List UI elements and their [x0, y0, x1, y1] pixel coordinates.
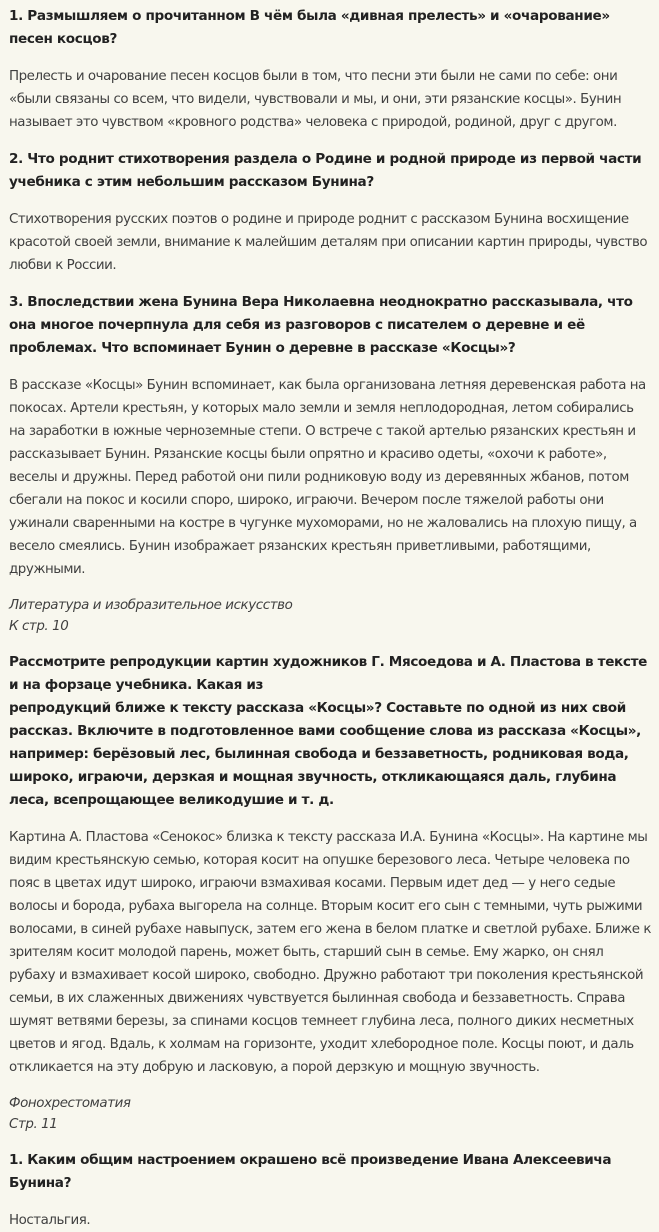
- answer-art: Картина А. Пластова «Сенокос» близка к тексту рассказа И.А. Бунина «Косцы». На картине мы видим крестьянскую семью, которая косит на опушке березового леса. Четыре человека по пояс в цветах идут широко, играючи взмахивая косами. Первым идет дед — у него седые волосы и борода, рубаха выгорела на солнце. Вторым косит его сын с темными, чуть рыжими волосами, в синей рубахе навыпуск, затем его жена в белом платке и светлой рубахе. Ближе к зрителям косит молодой парень, может быть, старший сын в семье. Ему жарко, он снял рубаху и взмахивает косой широко, свободно. Дружно работают три поколения крестьянской семьи, в их слаженных движениях чувствуется былинная свобода и беззаветность. Справа шумят ветвями березы, за спинами косцов темнеет глубина леса, полного диких несметных цветов и ягод. Вдаль, к холмам на горизонте, уходит хлебородное поле. Косцы поют, и даль откликается на эту добрую и ласковую, а порой дерзкую и мощную звучность.: [9, 830, 652, 1075]
- question-final: 1. Каким общим настроением окрашено всё произведение Ивана Алексеевича Бунина?: [9, 1152, 612, 1191]
- answer-2: Стихотворения русских поэтов о родине и природе роднит с рассказом Бунина восхищение красотой своей земли, внимание к малейшим деталям при описании картин природы, чувство любви к России.: [9, 212, 648, 273]
- source-title: Литература и изобразительное искусство: [9, 598, 293, 613]
- answer-final: Ностальгия.: [9, 1213, 91, 1228]
- source-heading-art: [9, 595, 653, 637]
- source-page: К стр. 10: [9, 619, 69, 634]
- question-3: 3. Впоследствии жена Бунина Вера Николаевна неоднократно рассказывала, что она многое почерпнула для себя из разговоров с писателем о деревне и её проблемах. Что вспоминает Бунин о деревне в рассказе «Косцы»?: [9, 294, 633, 356]
- answer-3: В рассказе «Косцы» Бунин вспоминает, как была организована летняя деревенская работа на покосах. Артели крестьян, у которых мало земли и земля неплодородная, летом собирались на заработки в южные черноземные степи. О встрече с такой артелью рязанских крестьян и рассказывает Бунин. Рязанские косцы были опрятно и красиво одеты, «охочи к работе», веселы и дружны. Перед работой они пили родниковую воду из деревянных жбанов, потом сбегали на покос и косили споро, широко, играючи. Вечером после тяжелой работы они ужинали сваренными на костре в чугунке мухоморами, но не жаловались на плохую пищу, а весело смеялись. Бунин изображает рязанских крестьян приветливыми, работящими, дружными.: [9, 378, 646, 577]
- question-art-line-1: Рассмотрите репродукции картин художников Г. Мясоедова и А. Пластова в тексте и на форзаце учебника. Какая из: [9, 654, 648, 693]
- source-title: Фонохрестоматия: [9, 1096, 131, 1111]
- answer-1: Прелесть и очарование песен косцов были в том, что песни эти были не сами по себе: они «были связаны со всем, что видели, чувствовали и мы, и они, эти рязанские косцы». Бунин называет это чувством «кровного родства» человека с природой, родиной, друг с другом.: [9, 69, 622, 130]
- question-art: [9, 651, 653, 812]
- question-1: 1. Размышляем о прочитанном В чём была «дивная прелесть» и «очарование» песен косцов?: [9, 8, 610, 47]
- question-art-line-2: репродукций ближе к тексту рассказа «Косцы»? Составьте по одной из них свой рассказ. Включите в подготовленное вами сообщение слова из рассказа «Косцы», например: берёзовый лес, былинная свобода и беззаветность, родниковая вода, широко, играючи, дерзкая и мощная звучность, откликающаяся даль, глубина леса, всепрощающее великодушие и т. д.: [9, 700, 641, 808]
- source-page: Стр. 11: [9, 1117, 58, 1132]
- source-heading-audio: [9, 1093, 653, 1135]
- question-2: 2. Что роднит стихотворения раздела о Родине и родной природе из первой части учебника с этим небольшим рассказом Бунина?: [9, 151, 642, 190]
